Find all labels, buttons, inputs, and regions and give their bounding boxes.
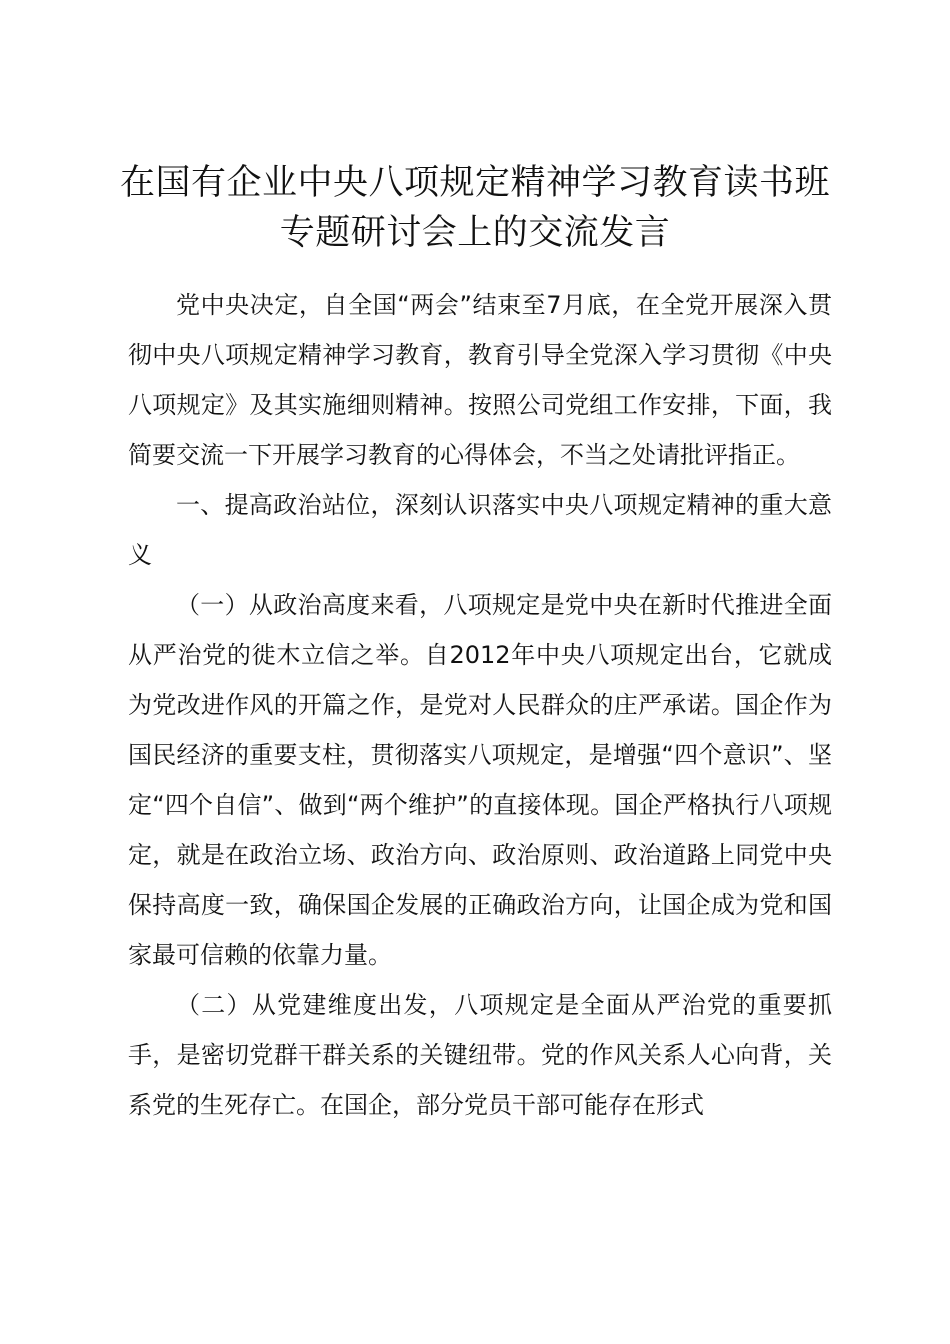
title-line-2: 专题研讨会上的交流发言 xyxy=(279,213,671,253)
document-title xyxy=(100,158,850,258)
paragraph-intro: 党中央决定，自全国“两会”结束至7月底，在全党开展深入贯彻中央八项规定精神学习教育，教育引导全党深入学习贯彻《中央八项规定》及其实施细则精神。按照公司党组工作安排，下面，我简要交流一下开展学习教育的心得体会，不当之处请批评指正。 xyxy=(128,291,832,469)
title-line-1: 在国有企业中央八项规定精神学习教育读书班 xyxy=(119,163,830,203)
section-heading-1: 一、提高政治站位，深刻认识落实中央八项规定精神的重大意义 xyxy=(128,491,832,569)
document-body xyxy=(128,280,832,1130)
paragraph-party-building: （二）从党建维度出发，八项规定是全面从严治党的重要抓手，是密切党群干群关系的关键纽带。党的作风关系人心向背，关系党的生死存亡。在国企，部分党员干部可能存在形式 xyxy=(128,991,832,1119)
paragraph-political-height: （一）从政治高度来看，八项规定是党中央在新时代推进全面从严治党的徙木立信之举。自2012年中央八项规定出台，它就成为党改进作风的开篇之作，是党对人民群众的庄严承诺。国企作为国民经济的重要支柱，贯彻落实八项规定，是增强“四个意识”、坚定“四个自信”、做到“两个维护”的直接体现。国企严格执行八项规定，就是在政治立场、政治方向、政治原则、政治道路上同党中央保持高度一致，确保国企发展的正确政治方向，让国企成为党和国家最可信赖的依靠力量。 xyxy=(128,591,832,969)
